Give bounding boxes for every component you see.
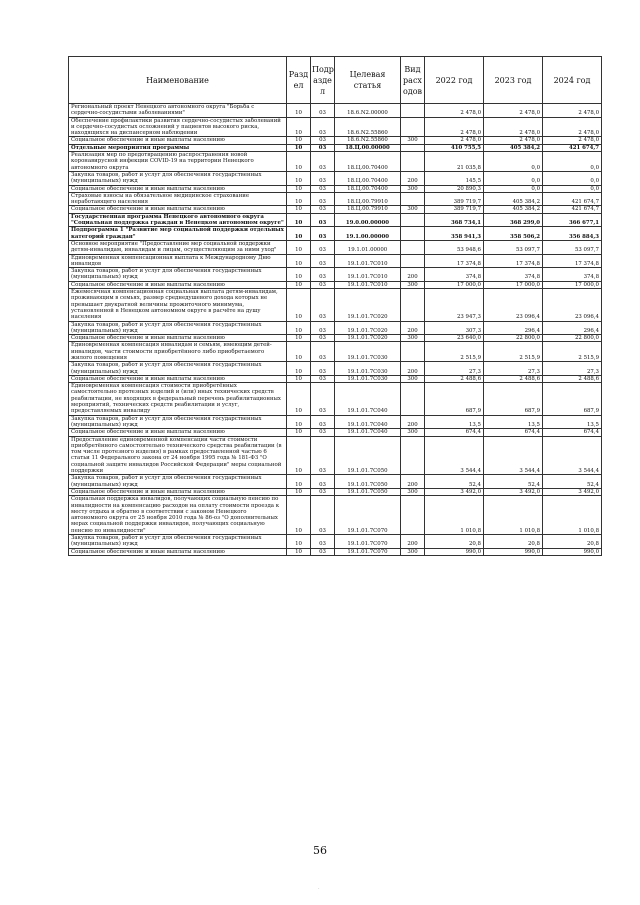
row-subsection: 03 xyxy=(311,475,335,489)
row-expense-type xyxy=(401,254,425,268)
row-expense-type xyxy=(401,117,425,137)
row-expense-type: 300 xyxy=(401,429,425,436)
row-target-article: 19.1.01.7С020 xyxy=(335,289,401,321)
row-target-article: 18.Ц.00.79910 xyxy=(335,192,401,206)
row-value-2023: 358 506,2 xyxy=(484,227,543,241)
row-value-2022: 17 374,8 xyxy=(425,254,484,268)
row-value-2024: 52,4 xyxy=(543,475,602,489)
row-value-2024: 0,0 xyxy=(543,185,602,192)
row-expense-type xyxy=(401,227,425,241)
row-value-2024: 2 515,9 xyxy=(543,342,602,362)
row-value-2023: 0,0 xyxy=(484,171,543,185)
header-year-2023: 2023 год xyxy=(484,57,543,104)
row-value-2023: 22 800,0 xyxy=(484,335,543,342)
row-value-2022: 27,3 xyxy=(425,362,484,376)
row-section: 10 xyxy=(287,117,311,137)
row-subsection: 03 xyxy=(311,171,335,185)
row-value-2023: 2 488,6 xyxy=(484,375,543,382)
table-row xyxy=(69,117,602,137)
row-section: 10 xyxy=(287,362,311,376)
row-subsection: 03 xyxy=(311,206,335,213)
row-section: 10 xyxy=(287,335,311,342)
row-target-article: 19.0.00.00000 xyxy=(335,213,401,227)
row-section: 10 xyxy=(287,342,311,362)
row-subsection: 03 xyxy=(311,342,335,362)
row-value-2024: 356 884,3 xyxy=(543,227,602,241)
row-target-article: 19.1.01.7С050 xyxy=(335,488,401,495)
row-section: 10 xyxy=(287,137,311,144)
row-value-2024: 20,8 xyxy=(543,535,602,549)
row-value-2022: 389 719,7 xyxy=(425,206,484,213)
row-value-2024: 17 374,8 xyxy=(543,254,602,268)
row-value-2023: 0,0 xyxy=(484,185,543,192)
table-row xyxy=(69,213,602,227)
row-expense-type: 300 xyxy=(401,185,425,192)
table-row xyxy=(69,104,602,118)
row-name: Социальное обеспечение и иные выплаты населению xyxy=(69,206,287,213)
row-subsection: 03 xyxy=(311,192,335,206)
table-row xyxy=(69,227,602,241)
row-name: Закупка товаров, работ и услуг для обеспечения государственных (муниципальных) нужд xyxy=(69,535,287,549)
table-row xyxy=(69,289,602,321)
row-subsection: 03 xyxy=(311,496,335,535)
row-name: Социальное обеспечение и иные выплаты населению xyxy=(69,375,287,382)
row-value-2024: 374,8 xyxy=(543,268,602,282)
table-row xyxy=(69,342,602,362)
row-target-article: 19.1.01.7С070 xyxy=(335,535,401,549)
row-name: Закупка товаров, работ и услуг для обеспечения государственных (муниципальных) нужд xyxy=(69,171,287,185)
row-name: Подпрограмма 1 "Развитие мер социальной поддержки отдельных категорий граждан" xyxy=(69,227,287,241)
row-target-article: 19.1.01.7С070 xyxy=(335,496,401,535)
row-value-2023: 374,8 xyxy=(484,268,543,282)
row-name: Социальное обеспечение и иные выплаты населению xyxy=(69,335,287,342)
table-row xyxy=(69,281,602,288)
row-target-article: 18.6.N2.00000 xyxy=(335,104,401,118)
row-value-2024: 1 010,8 xyxy=(543,496,602,535)
row-value-2022: 21 035,8 xyxy=(425,152,484,172)
row-target-article: 19.1.01.7С040 xyxy=(335,429,401,436)
page-number: 56 xyxy=(313,844,327,857)
row-value-2022: 368 734,1 xyxy=(425,213,484,227)
row-name: Социальное обеспечение и иные выплаты населению xyxy=(69,185,287,192)
row-value-2023: 23 096,4 xyxy=(484,289,543,321)
header-target-article: Целевая статья xyxy=(335,57,401,104)
table-row xyxy=(69,152,602,172)
row-expense-type: 200 xyxy=(401,268,425,282)
row-value-2024: 2 478,0 xyxy=(543,104,602,118)
table-row xyxy=(69,171,602,185)
row-subsection: 03 xyxy=(311,240,335,254)
row-value-2024: 2 478,0 xyxy=(543,117,602,137)
row-subsection: 03 xyxy=(311,281,335,288)
row-name: Страховые взносы на обязательное медицинское страхование неработающего населения xyxy=(69,192,287,206)
row-value-2023: 405 384,2 xyxy=(484,206,543,213)
row-value-2023: 405 384,2 xyxy=(484,144,543,151)
table-row xyxy=(69,144,602,151)
row-target-article: 19.1.01.7С070 xyxy=(335,548,401,555)
row-value-2022: 20,8 xyxy=(425,535,484,549)
row-name: Ежемесячная компенсационная социальная выплата детям-инвалидам, проживающим в семьях, размер среднедушевого дохода которых не превышает двукратной величины прожиточного минимума, установленной в Ненецком автономном округе в расчёте на душу населения xyxy=(69,289,287,321)
row-value-2024: 687,9 xyxy=(543,383,602,415)
row-section: 10 xyxy=(287,171,311,185)
row-value-2022: 23 947,3 xyxy=(425,289,484,321)
row-section: 10 xyxy=(287,289,311,321)
row-expense-type: 200 xyxy=(401,415,425,429)
table-body xyxy=(69,104,602,556)
row-subsection: 03 xyxy=(311,254,335,268)
row-expense-type xyxy=(401,496,425,535)
row-name: Обеспечение профилактики развития сердечно-сосудистых заболеваний и сердечно-сосудистых осложнений у пациентов высокого риска, находящихся на диспансерном наблюдении xyxy=(69,117,287,137)
row-expense-type: 200 xyxy=(401,475,425,489)
row-value-2023: 17 374,8 xyxy=(484,254,543,268)
row-value-2024: 22 800,0 xyxy=(543,335,602,342)
row-value-2023: 0,0 xyxy=(484,152,543,172)
row-section: 10 xyxy=(287,321,311,335)
table-row xyxy=(69,496,602,535)
row-section: 10 xyxy=(287,375,311,382)
row-name: Закупка товаров, работ и услуг для обеспечения государственных (муниципальных) нужд xyxy=(69,475,287,489)
table-row xyxy=(69,475,602,489)
row-name: Социальное обеспечение и иные выплаты населению xyxy=(69,137,287,144)
row-target-article: 19.1.01.7С020 xyxy=(335,321,401,335)
table-row xyxy=(69,436,602,475)
row-value-2022: 2 488,6 xyxy=(425,375,484,382)
row-expense-type: 300 xyxy=(401,375,425,382)
table-row xyxy=(69,268,602,282)
row-subsection: 03 xyxy=(311,152,335,172)
row-value-2024: 23 096,4 xyxy=(543,289,602,321)
row-value-2023: 27,3 xyxy=(484,362,543,376)
row-target-article: 19.1.01.7С030 xyxy=(335,362,401,376)
row-expense-type: 200 xyxy=(401,171,425,185)
row-section: 10 xyxy=(287,429,311,436)
row-value-2023: 52,4 xyxy=(484,475,543,489)
row-target-article: 19.1.01.7С050 xyxy=(335,475,401,489)
row-name: Государственная программа Ненецкого автономного округа "Социальная поддержка граждан в Ненецком автономном округе" xyxy=(69,213,287,227)
row-expense-type: 300 xyxy=(401,206,425,213)
row-subsection: 03 xyxy=(311,185,335,192)
row-value-2024: 0,0 xyxy=(543,171,602,185)
row-value-2022: 23 640,0 xyxy=(425,335,484,342)
table-row xyxy=(69,240,602,254)
table-row xyxy=(69,429,602,436)
row-subsection: 03 xyxy=(311,488,335,495)
row-value-2023: 53 097,7 xyxy=(484,240,543,254)
scan-dot: · xyxy=(318,886,320,892)
row-value-2022: 145,5 xyxy=(425,171,484,185)
row-section: 10 xyxy=(287,254,311,268)
table-row xyxy=(69,321,602,335)
row-name: Единовременная компенсация инвалидам и семьям, имеющим детей-инвалидов, части стоимости приобретённого либо приобретаемого жилого помещения xyxy=(69,342,287,362)
row-value-2023: 990,0 xyxy=(484,548,543,555)
row-target-article: 19.1.01.7С040 xyxy=(335,383,401,415)
header-name: Наименование xyxy=(69,57,287,104)
table-row xyxy=(69,362,602,376)
row-value-2022: 358 941,3 xyxy=(425,227,484,241)
row-name: Социальное обеспечение и иные выплаты населению xyxy=(69,488,287,495)
row-expense-type xyxy=(401,383,425,415)
row-value-2022: 307,3 xyxy=(425,321,484,335)
row-value-2024: 366 677,1 xyxy=(543,213,602,227)
row-subsection: 03 xyxy=(311,137,335,144)
row-value-2023: 20,8 xyxy=(484,535,543,549)
row-value-2022: 20 890,3 xyxy=(425,185,484,192)
header-year-2024: 2024 год xyxy=(543,57,602,104)
row-value-2024: 17 000,0 xyxy=(543,281,602,288)
row-value-2022: 13,5 xyxy=(425,415,484,429)
row-value-2022: 674,4 xyxy=(425,429,484,436)
row-name: Отдельные мероприятия программы xyxy=(69,144,287,151)
row-expense-type xyxy=(401,104,425,118)
row-name: Социальное обеспечение и иные выплаты населению xyxy=(69,281,287,288)
row-value-2023: 368 299,0 xyxy=(484,213,543,227)
row-target-article: 18.6.N2.55860 xyxy=(335,137,401,144)
header-section: Разд ел xyxy=(287,57,311,104)
row-value-2023: 687,9 xyxy=(484,383,543,415)
table-row xyxy=(69,137,602,144)
row-expense-type: 200 xyxy=(401,362,425,376)
header-year-2022: 2022 год xyxy=(425,57,484,104)
row-value-2023: 3 492,0 xyxy=(484,488,543,495)
row-value-2024: 674,4 xyxy=(543,429,602,436)
row-section: 10 xyxy=(287,144,311,151)
row-target-article: 19.1.01.7С010 xyxy=(335,254,401,268)
row-name: Предоставление единовременной компенсации части стоимости приобретённого самостоятельно технического средства реабилитации (в том числе протезного изделия) в рамках предоставленной частью 6 статьи 11 Федерального закона от 24 ноября 1995 года № 181-ФЗ "О социальной защите инвалидов Российской Федерации" меры социальной поддержки xyxy=(69,436,287,475)
row-expense-type: 200 xyxy=(401,321,425,335)
row-section: 10 xyxy=(287,281,311,288)
table-row xyxy=(69,415,602,429)
row-value-2022: 2 515,9 xyxy=(425,342,484,362)
table-row xyxy=(69,375,602,382)
row-section: 10 xyxy=(287,475,311,489)
table-header-row xyxy=(69,57,602,104)
table-row xyxy=(69,535,602,549)
row-name: Региональный проект Ненецкого автономного округа "Борьба с сердечно-сосудистыми заболеваниями" xyxy=(69,104,287,118)
row-target-article: 19.1.01.7С030 xyxy=(335,375,401,382)
row-target-article: 19.1.01.7С040 xyxy=(335,415,401,429)
row-expense-type xyxy=(401,213,425,227)
row-section: 10 xyxy=(287,415,311,429)
row-subsection: 03 xyxy=(311,429,335,436)
row-subsection: 03 xyxy=(311,335,335,342)
row-subsection: 03 xyxy=(311,383,335,415)
row-name: Основное мероприятие "Предоставление мер социальной поддержки детям-инвалидам, инвалидам и лицам, осуществляющим за ними уход" xyxy=(69,240,287,254)
table-row xyxy=(69,185,602,192)
row-section: 10 xyxy=(287,213,311,227)
row-value-2022: 990,0 xyxy=(425,548,484,555)
row-value-2022: 53 948,6 xyxy=(425,240,484,254)
row-section: 10 xyxy=(287,436,311,475)
row-value-2023: 17 000,0 xyxy=(484,281,543,288)
row-value-2022: 3 492,0 xyxy=(425,488,484,495)
row-name: Единовременная компенсация стоимости приобретённых самостоятельно протезных изделий и (или) иных технических средств реабилитации, не входящих в федеральный перечень реабилитационных мероприятий, технических средств реабилитации и услуг, предоставляемых инвалиду xyxy=(69,383,287,415)
header-subsection: Подр азде л xyxy=(311,57,335,104)
row-value-2024: 2 478,0 xyxy=(543,137,602,144)
row-section: 10 xyxy=(287,496,311,535)
row-subsection: 03 xyxy=(311,213,335,227)
row-value-2023: 3 544,4 xyxy=(484,436,543,475)
row-expense-type xyxy=(401,192,425,206)
row-value-2024: 990,0 xyxy=(543,548,602,555)
row-target-article: 19.1.01.00000 xyxy=(335,240,401,254)
row-value-2022: 1 010,8 xyxy=(425,496,484,535)
row-expense-type: 200 xyxy=(401,535,425,549)
row-value-2023: 296,4 xyxy=(484,321,543,335)
row-subsection: 03 xyxy=(311,268,335,282)
row-name: Закупка товаров, работ и услуг для обеспечения государственных (муниципальных) нужд xyxy=(69,362,287,376)
row-target-article: 18.6.N2.55860 xyxy=(335,117,401,137)
header-expense-type: Вид расх одов xyxy=(401,57,425,104)
table-row xyxy=(69,548,602,555)
row-target-article: 19.1.01.7С050 xyxy=(335,436,401,475)
table-row xyxy=(69,206,602,213)
row-value-2024: 421 674,7 xyxy=(543,144,602,151)
row-section: 10 xyxy=(287,185,311,192)
row-expense-type xyxy=(401,436,425,475)
row-value-2022: 389 719,7 xyxy=(425,192,484,206)
row-target-article: 18.Ц.00.70400 xyxy=(335,152,401,172)
row-value-2022: 3 544,4 xyxy=(425,436,484,475)
row-value-2024: 0,0 xyxy=(543,152,602,172)
row-name: Социальное обеспечение и иные выплаты населению xyxy=(69,548,287,555)
row-target-article: 18.Ц.00.00000 xyxy=(335,144,401,151)
table-row xyxy=(69,335,602,342)
row-subsection: 03 xyxy=(311,117,335,137)
row-value-2023: 405 384,2 xyxy=(484,192,543,206)
row-section: 10 xyxy=(287,240,311,254)
row-value-2023: 2 478,0 xyxy=(484,137,543,144)
row-value-2022: 410 755,5 xyxy=(425,144,484,151)
row-expense-type xyxy=(401,240,425,254)
row-name: Социальная поддержка инвалидов, получающих социальную пенсию по инвалидности на компенсацию расходов на оплату стоимости проезда к месту отдыха и обратно в соответствии с законом Ненецкого автономного округа от 25 ноября 2010 года № 86-оз "О дополнительных мерах социальной поддержки инвалидов, получающих социальную пенсию по инвалидности" xyxy=(69,496,287,535)
row-expense-type: 300 xyxy=(401,281,425,288)
row-name: Социальное обеспечение и иные выплаты населению xyxy=(69,429,287,436)
row-name: Закупка товаров, работ и услуг для обеспечения государственных (муниципальных) нужд xyxy=(69,415,287,429)
row-expense-type xyxy=(401,144,425,151)
row-value-2022: 2 478,0 xyxy=(425,137,484,144)
row-target-article: 19.1.00.00000 xyxy=(335,227,401,241)
row-expense-type: 300 xyxy=(401,488,425,495)
row-section: 10 xyxy=(287,488,311,495)
row-section: 10 xyxy=(287,535,311,549)
row-name: Закупка товаров, работ и услуг для обеспечения государственных (муниципальных) нужд xyxy=(69,268,287,282)
row-name: Закупка товаров, работ и услуг для обеспечения государственных (муниципальных) нужд xyxy=(69,321,287,335)
row-subsection: 03 xyxy=(311,436,335,475)
row-section: 10 xyxy=(287,227,311,241)
row-expense-type xyxy=(401,152,425,172)
row-target-article: 18.Ц.00.70400 xyxy=(335,171,401,185)
row-section: 10 xyxy=(287,548,311,555)
row-value-2024: 3 492,0 xyxy=(543,488,602,495)
row-value-2024: 421 674,7 xyxy=(543,206,602,213)
row-target-article: 18.Ц.00.70400 xyxy=(335,185,401,192)
row-section: 10 xyxy=(287,383,311,415)
row-subsection: 03 xyxy=(311,227,335,241)
table-row xyxy=(69,383,602,415)
row-value-2022: 52,4 xyxy=(425,475,484,489)
row-section: 10 xyxy=(287,206,311,213)
row-value-2022: 2 478,0 xyxy=(425,117,484,137)
row-subsection: 03 xyxy=(311,289,335,321)
row-subsection: 03 xyxy=(311,415,335,429)
row-subsection: 03 xyxy=(311,548,335,555)
row-value-2023: 2 515,9 xyxy=(484,342,543,362)
row-value-2022: 2 478,0 xyxy=(425,104,484,118)
row-section: 10 xyxy=(287,268,311,282)
row-expense-type xyxy=(401,289,425,321)
row-value-2024: 53 097,7 xyxy=(543,240,602,254)
row-name: Реализация мер по предотвращению распространения новой коронавирусной инфекции COVID-19 на территории Ненецкого автономного округа xyxy=(69,152,287,172)
table-row xyxy=(69,254,602,268)
row-name: Единовременная компенсационная выплата к Международному Дню инвалидов xyxy=(69,254,287,268)
row-target-article: 19.1.01.7С020 xyxy=(335,335,401,342)
row-expense-type: 300 xyxy=(401,335,425,342)
row-value-2024: 296,4 xyxy=(543,321,602,335)
row-expense-type: 300 xyxy=(401,548,425,555)
row-subsection: 03 xyxy=(311,144,335,151)
row-target-article: 18.Ц.00.79910 xyxy=(335,206,401,213)
row-section: 10 xyxy=(287,104,311,118)
table-row xyxy=(69,192,602,206)
row-value-2024: 2 488,6 xyxy=(543,375,602,382)
row-value-2023: 2 478,0 xyxy=(484,104,543,118)
row-subsection: 03 xyxy=(311,535,335,549)
row-value-2022: 17 000,0 xyxy=(425,281,484,288)
row-subsection: 03 xyxy=(311,321,335,335)
row-value-2023: 674,4 xyxy=(484,429,543,436)
row-value-2024: 421 674,7 xyxy=(543,192,602,206)
row-value-2022: 687,9 xyxy=(425,383,484,415)
row-subsection: 03 xyxy=(311,104,335,118)
row-expense-type: 300 xyxy=(401,137,425,144)
row-target-article: 19.1.01.7С010 xyxy=(335,268,401,282)
row-target-article: 19.1.01.7С030 xyxy=(335,342,401,362)
row-value-2023: 1 010,8 xyxy=(484,496,543,535)
row-value-2023: 13,5 xyxy=(484,415,543,429)
row-subsection: 03 xyxy=(311,362,335,376)
row-expense-type xyxy=(401,342,425,362)
row-section: 10 xyxy=(287,192,311,206)
row-value-2024: 3 544,4 xyxy=(543,436,602,475)
budget-table xyxy=(68,56,602,556)
row-target-article: 19.1.01.7С010 xyxy=(335,281,401,288)
row-value-2024: 13,5 xyxy=(543,415,602,429)
row-value-2022: 374,8 xyxy=(425,268,484,282)
row-value-2024: 27,3 xyxy=(543,362,602,376)
row-section: 10 xyxy=(287,152,311,172)
table-row xyxy=(69,488,602,495)
row-subsection: 03 xyxy=(311,375,335,382)
row-value-2023: 2 478,0 xyxy=(484,117,543,137)
